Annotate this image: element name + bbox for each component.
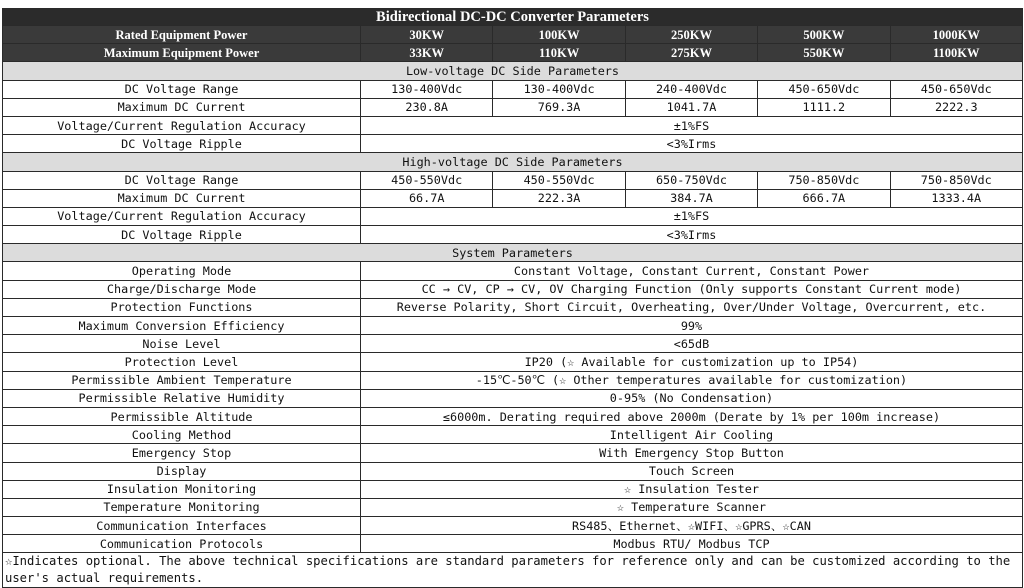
table-row — [3, 207, 1023, 225]
table-row — [3, 116, 1023, 134]
parameter-label: Display — [3, 462, 361, 480]
table-row — [3, 226, 1023, 244]
parameter-value: 450-550Vdc — [361, 171, 493, 189]
table-row — [3, 535, 1023, 553]
table-body — [3, 9, 1023, 588]
parameter-label: Voltage/Current Regulation Accuracy — [3, 207, 361, 225]
parameter-value: IP20 (☆ Available for customization up to IP54) — [361, 353, 1023, 371]
parameter-value: 650-750Vdc — [625, 171, 757, 189]
table-row — [3, 171, 1023, 189]
table-row — [3, 298, 1023, 316]
parameter-value: <3%Irms — [361, 226, 1023, 244]
table-row — [3, 80, 1023, 98]
parameter-label: Communication Interfaces — [3, 517, 361, 535]
header-value: 250KW — [625, 26, 757, 44]
parameter-value: ±1%FS — [361, 116, 1023, 134]
parameter-label: Voltage/Current Regulation Accuracy — [3, 116, 361, 134]
table-row — [3, 389, 1023, 407]
table-row — [3, 353, 1023, 371]
parameter-value: 130-400Vdc — [361, 80, 493, 98]
parameter-value: CC → CV, CP → CV, OV Charging Function (Only supports Constant Current mode) — [361, 280, 1023, 298]
parameter-label: DC Voltage Range — [3, 171, 361, 189]
parameter-value: Constant Voltage, Constant Current, Constant Power — [361, 262, 1023, 280]
parameter-label: Permissible Relative Humidity — [3, 389, 361, 407]
parameter-label: Permissible Altitude — [3, 407, 361, 425]
parameter-value: 230.8A — [361, 98, 493, 116]
parameter-value: <3%Irms — [361, 135, 1023, 153]
parameter-value: 450-550Vdc — [493, 171, 625, 189]
parameter-value: Intelligent Air Cooling — [361, 426, 1023, 444]
section-header-row — [3, 244, 1023, 262]
header-value: 30KW — [361, 26, 493, 44]
parameter-value: <65dB — [361, 335, 1023, 353]
section-header-row — [3, 153, 1023, 171]
parameter-value: 1041.7A — [625, 98, 757, 116]
parameter-value: 130-400Vdc — [493, 80, 625, 98]
table-row — [3, 280, 1023, 298]
parameter-label: Maximum Conversion Efficiency — [3, 317, 361, 335]
table-row — [3, 98, 1023, 116]
section-header-row — [3, 62, 1023, 80]
table-title: Bidirectional DC-DC Converter Parameters — [3, 9, 1023, 26]
table-row — [3, 517, 1023, 535]
parameter-value: 2222.3 — [890, 98, 1022, 116]
parameter-value: 66.7A — [361, 189, 493, 207]
table-row — [3, 407, 1023, 425]
parameter-label: Communication Protocols — [3, 535, 361, 553]
section-title: Low-voltage DC Side Parameters — [3, 62, 1023, 80]
table-row — [3, 462, 1023, 480]
parameter-label: Maximum DC Current — [3, 98, 361, 116]
header-row — [3, 26, 1023, 44]
section-title: High-voltage DC Side Parameters — [3, 153, 1023, 171]
parameter-value: Reverse Polarity, Short Circuit, Overheating, Over/Under Voltage, Overcurrent, etc. — [361, 298, 1023, 316]
parameter-value: 750-850Vdc — [890, 171, 1022, 189]
table-row — [3, 317, 1023, 335]
parameter-label: Charge/Discharge Mode — [3, 280, 361, 298]
table-row — [3, 426, 1023, 444]
parameter-value: 666.7A — [758, 189, 890, 207]
section-title: System Parameters — [3, 244, 1023, 262]
parameter-value: ±1%FS — [361, 207, 1023, 225]
header-label: Maximum Equipment Power — [3, 44, 361, 62]
parameter-label: DC Voltage Ripple — [3, 226, 361, 244]
parameter-label: Protection Level — [3, 353, 361, 371]
parameter-value: 0-95% (No Condensation) — [361, 389, 1023, 407]
parameter-value: 99% — [361, 317, 1023, 335]
header-value: 100KW — [493, 26, 625, 44]
table-row — [3, 371, 1023, 389]
parameter-label: Temperature Monitoring — [3, 498, 361, 516]
parameter-value: 769.3A — [493, 98, 625, 116]
converter-parameters-table — [2, 8, 1023, 588]
table-row — [3, 480, 1023, 498]
header-value: 275KW — [625, 44, 757, 62]
parameter-value: -15℃-50℃ (☆ Other temperatures available for customization) — [361, 371, 1023, 389]
parameter-value: With Emergency Stop Button — [361, 444, 1023, 462]
parameter-value: 750-850Vdc — [758, 171, 890, 189]
parameter-value: Modbus RTU/ Modbus TCP — [361, 535, 1023, 553]
parameter-value: RS485、Ethernet、☆WIFI、☆GPRS、☆CAN — [361, 517, 1023, 535]
parameter-label: Permissible Ambient Temperature — [3, 371, 361, 389]
parameter-value: ☆ Insulation Tester — [361, 480, 1023, 498]
parameter-label: Emergency Stop — [3, 444, 361, 462]
parameter-value: 384.7A — [625, 189, 757, 207]
footnote: ☆Indicates optional. The above technical specifications are standard parameters for reference only and can be customized according to the user's actual requirements. — [3, 553, 1023, 588]
parameter-value: 450-650Vdc — [890, 80, 1022, 98]
parameter-value: 1111.2 — [758, 98, 890, 116]
table-row — [3, 444, 1023, 462]
parameter-label: Noise Level — [3, 335, 361, 353]
header-value: 500KW — [758, 26, 890, 44]
parameter-value: Touch Screen — [361, 462, 1023, 480]
table-row — [3, 262, 1023, 280]
header-value: 1100KW — [890, 44, 1022, 62]
parameter-label: DC Voltage Range — [3, 80, 361, 98]
parameter-label: Maximum DC Current — [3, 189, 361, 207]
parameter-label: DC Voltage Ripple — [3, 135, 361, 153]
table-row — [3, 335, 1023, 353]
parameter-label: Operating Mode — [3, 262, 361, 280]
header-value: 33KW — [361, 44, 493, 62]
header-value: 110KW — [493, 44, 625, 62]
table-row — [3, 498, 1023, 516]
parameter-value: 240-400Vdc — [625, 80, 757, 98]
parameter-value: ☆ Temperature Scanner — [361, 498, 1023, 516]
parameter-label: Protection Functions — [3, 298, 361, 316]
table-row — [3, 135, 1023, 153]
parameter-value: ≤6000m. Derating required above 2000m (Derate by 1% per 100m increase) — [361, 407, 1023, 425]
table-row — [3, 189, 1023, 207]
header-row — [3, 44, 1023, 62]
parameter-value: 1333.4A — [890, 189, 1022, 207]
note-row — [3, 553, 1023, 588]
header-label: Rated Equipment Power — [3, 26, 361, 44]
header-value: 1000KW — [890, 26, 1022, 44]
parameter-label: Cooling Method — [3, 426, 361, 444]
parameter-value: 222.3A — [493, 189, 625, 207]
header-value: 550KW — [758, 44, 890, 62]
parameter-value: 450-650Vdc — [758, 80, 890, 98]
table-title-row — [3, 9, 1023, 26]
parameter-label: Insulation Monitoring — [3, 480, 361, 498]
